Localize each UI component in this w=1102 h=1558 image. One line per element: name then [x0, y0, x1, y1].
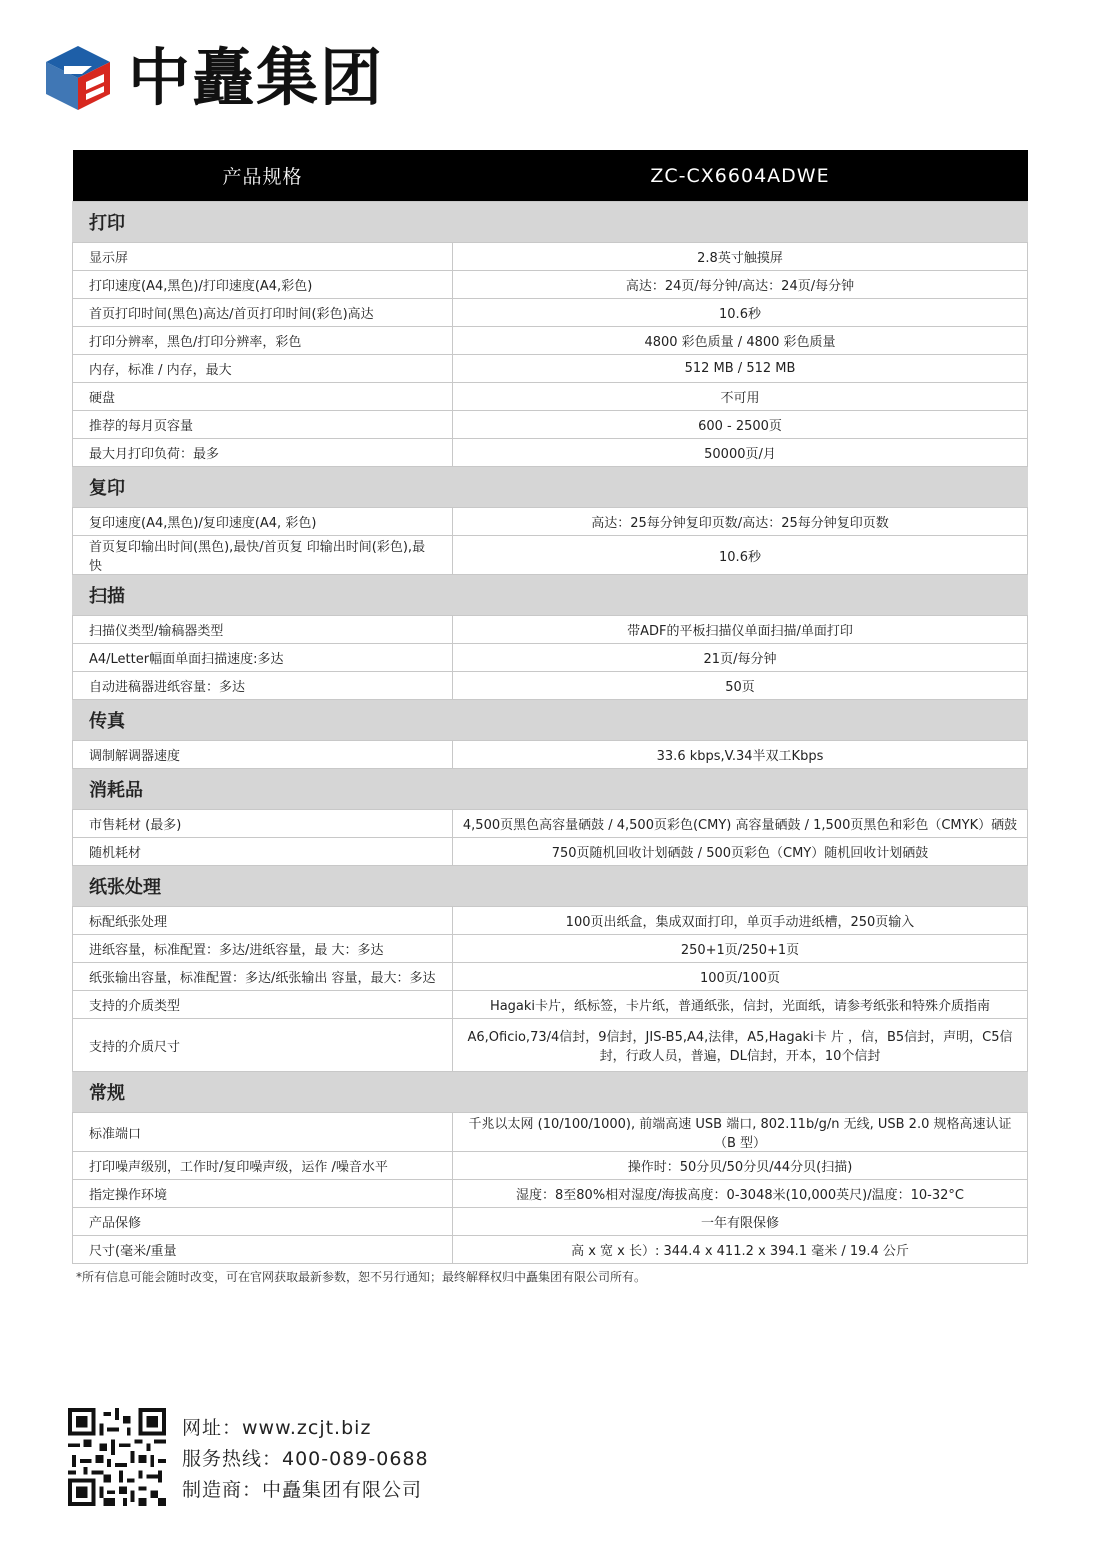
table-row	[73, 536, 1028, 575]
table-row	[73, 355, 1028, 383]
table-row	[73, 672, 1028, 700]
website-text[interactable]: 网址：www.zcjt.biz	[182, 1417, 372, 1439]
spec-label: 硬盘	[73, 383, 453, 411]
footer	[68, 1408, 429, 1506]
spec-label: A4/Letter幅面单面扫描速度:多达	[73, 644, 453, 672]
logo-mark-icon	[42, 42, 114, 114]
spec-value: 4,500页黑色高容量硒鼓 / 4,500页彩色(CMY) 高容量硒鼓 / 1,500页黑色和彩色（CMYK）硒鼓	[453, 810, 1028, 838]
spec-label: 扫描仪类型/输稿器类型	[73, 616, 453, 644]
spec-label: 首页复印输出时间(黑色),最快/首页复 印输出时间(彩色),最快	[73, 536, 453, 575]
spec-label: 标准端口	[73, 1113, 453, 1152]
spec-value: Hagaki卡片，纸标签，卡片纸，普通纸张，信封，光面纸，请参考纸张和特殊介质指南	[453, 991, 1028, 1019]
section-row	[73, 202, 1028, 243]
section-row	[73, 866, 1028, 907]
spec-value: 10.6秒	[453, 299, 1028, 327]
section-row	[73, 1072, 1028, 1113]
table-row	[73, 1019, 1028, 1072]
qr-code-icon	[68, 1408, 166, 1506]
spec-label: 支持的介质类型	[73, 991, 453, 1019]
table-row	[73, 616, 1028, 644]
header-spec-label: 产品规格	[73, 150, 453, 202]
spec-label: 标配纸张处理	[73, 907, 453, 935]
table-header	[73, 150, 1028, 202]
table-row	[73, 1152, 1028, 1180]
table-row	[73, 907, 1028, 935]
spec-label: 自动进稿器进纸容量：多达	[73, 672, 453, 700]
table-row	[73, 963, 1028, 991]
section-row	[73, 700, 1028, 741]
maker-text: 制造商：中矗集团有限公司	[182, 1479, 423, 1501]
spec-label: 指定操作环境	[73, 1180, 453, 1208]
spec-label: 打印噪声级别，工作时/复印噪声级，运作 /噪音水平	[73, 1152, 453, 1180]
table-row	[73, 508, 1028, 536]
spec-label: 内存，标准 / 内存，最大	[73, 355, 453, 383]
section-title: 纸张处理	[73, 866, 1028, 907]
spec-value: 高 x 宽 x 长）: 344.4 x 411.2 x 394.1 毫米 / 19.4 公斤	[453, 1236, 1028, 1264]
spec-label: 随机耗材	[73, 838, 453, 866]
spec-label: 复印速度(A4,黑色)/复印速度(A4, 彩色)	[73, 508, 453, 536]
table-row	[73, 243, 1028, 271]
spec-value: 高达：24页/每分钟/高达：24页/每分钟	[453, 271, 1028, 299]
spec-value: 4800 彩色质量 / 4800 彩色质量	[453, 327, 1028, 355]
hotline-text: 服务热线：400-089-0688	[182, 1448, 429, 1470]
spec-value: 操作时：50分贝/50分贝/44分贝(扫描)	[453, 1152, 1028, 1180]
table-row	[73, 411, 1028, 439]
section-row	[73, 769, 1028, 810]
table-row	[73, 271, 1028, 299]
spec-value: 高达：25每分钟复印页数/高达：25每分钟复印页数	[453, 508, 1028, 536]
table-row	[73, 991, 1028, 1019]
contact-info	[182, 1413, 429, 1506]
spec-label: 支持的介质尺寸	[73, 1019, 453, 1072]
section-title: 扫描	[73, 575, 1028, 616]
header-model: ZC-CX6604ADWE	[453, 150, 1028, 202]
spec-value: 千兆以太网 (10/100/1000), 前端高速 USB 端口, 802.11b/g/n 无线, USB 2.0 规格高速认证（B 型）	[453, 1113, 1028, 1152]
table-row	[73, 439, 1028, 467]
spec-label: 推荐的每月页容量	[73, 411, 453, 439]
table-row	[73, 327, 1028, 355]
spec-value: A6,Oficio,73/4信封，9信封，JIS-B5,A4,法律，A5,Hagaki卡 片 ，信，B5信封，声明，C5信封，行政人员，普遍，DL信封，开本，10个信封	[453, 1019, 1028, 1072]
spec-value: 100页/100页	[453, 963, 1028, 991]
spec-table	[72, 150, 1028, 1264]
spec-label: 进纸容量，标准配置：多达/进纸容量，最 大：多达	[73, 935, 453, 963]
table-row	[73, 1180, 1028, 1208]
spec-value: 50000页/月	[453, 439, 1028, 467]
section-row	[73, 467, 1028, 508]
spec-label: 打印速度(A4,黑色)/打印速度(A4,彩色)	[73, 271, 453, 299]
spec-value: 不可用	[453, 383, 1028, 411]
spec-value: 一年有限保修	[453, 1208, 1028, 1236]
section-title: 传真	[73, 700, 1028, 741]
spec-value: 2.8英寸触摸屏	[453, 243, 1028, 271]
spec-value: 512 MB / 512 MB	[453, 355, 1028, 383]
table-row	[73, 810, 1028, 838]
table-row	[73, 1208, 1028, 1236]
table-row	[73, 935, 1028, 963]
table-row	[73, 838, 1028, 866]
brand-logo	[42, 38, 384, 118]
spec-label: 产品保修	[73, 1208, 453, 1236]
spec-label: 市售耗材 (最多)	[73, 810, 453, 838]
spec-label: 纸张输出容量，标准配置：多达/纸张输出 容量，最大：多达	[73, 963, 453, 991]
spec-value: 33.6 kbps,V.34半双工Kbps	[453, 741, 1028, 769]
table-row	[73, 383, 1028, 411]
spec-value: 10.6秒	[453, 536, 1028, 575]
table-row	[73, 1113, 1028, 1152]
section-title: 消耗品	[73, 769, 1028, 810]
spec-value: 50页	[453, 672, 1028, 700]
spec-value: 250+1页/250+1页	[453, 935, 1028, 963]
section-title: 打印	[73, 202, 1028, 243]
section-title: 复印	[73, 467, 1028, 508]
spec-value: 100页出纸盒，集成双面打印，单页手动进纸槽，250页输入	[453, 907, 1028, 935]
spec-label: 最大月打印负荷：最多	[73, 439, 453, 467]
spec-value: 600 - 2500页	[453, 411, 1028, 439]
brand-name: 中矗集团	[128, 41, 385, 114]
table-row	[73, 741, 1028, 769]
section-row	[73, 575, 1028, 616]
spec-value: 21页/每分钟	[453, 644, 1028, 672]
section-title: 常规	[73, 1072, 1028, 1113]
spec-label: 首页打印时间(黑色)高达/首页打印时间(彩色)高达	[73, 299, 453, 327]
table-row	[73, 1236, 1028, 1264]
spec-label: 显示屏	[73, 243, 453, 271]
spec-value: 带ADF的平板扫描仪单面扫描/单面打印	[453, 616, 1028, 644]
disclaimer-note: *所有信息可能会随时改变，可在官网获取最新参数，恕不另行通知；最终解释权归中矗集团有限公司所有。	[76, 1270, 647, 1284]
spec-label: 打印分辨率，黑色/打印分辨率，彩色	[73, 327, 453, 355]
table-row	[73, 644, 1028, 672]
spec-value: 750页随机回收计划硒鼓 / 500页彩色（CMY）随机回收计划硒鼓	[453, 838, 1028, 866]
spec-label: 尺寸(毫米/重量	[73, 1236, 453, 1264]
spec-label: 调制解调器速度	[73, 741, 453, 769]
spec-value: 湿度：8至80%相对湿度/海拔高度：0-3048米(10,000英尺)/温度：10-32°C	[453, 1180, 1028, 1208]
table-row	[73, 299, 1028, 327]
